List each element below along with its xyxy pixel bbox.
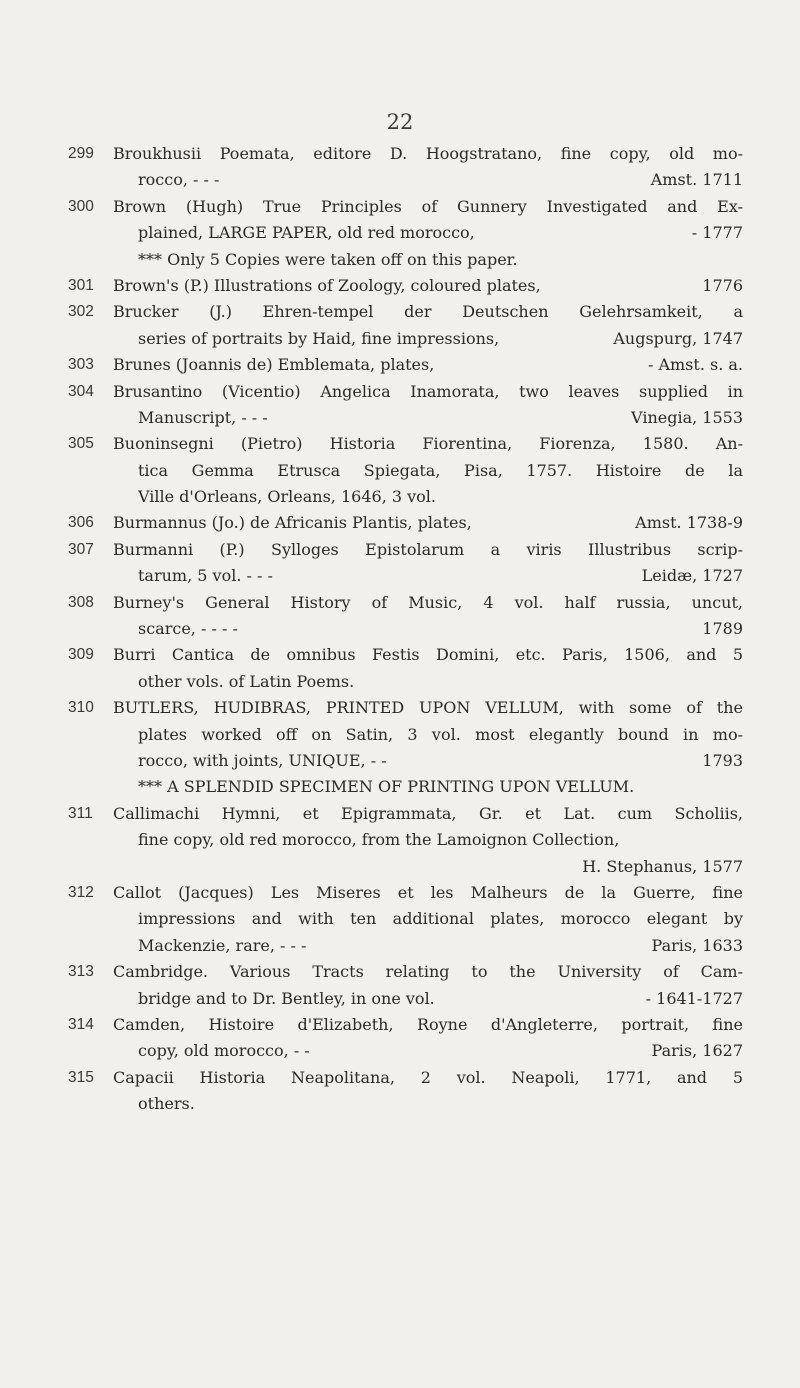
entry-number: 306: [68, 514, 94, 532]
entry-line: [138, 616, 743, 642]
entry-text: Capacii Historia Neapolitana, 2 vol. Neapoli, 1771, and 5: [113, 1067, 743, 1087]
entry-text: impressions and with ten additional plates, morocco elegant by: [138, 909, 743, 929]
entry-imprint: Amst. 1711: [650, 170, 743, 190]
entry-number: 304: [68, 382, 94, 400]
entry-text: Burmanni (P.) Sylloges Epistolarum a viris Illustribus scrip-: [113, 539, 743, 559]
entry-line: [113, 590, 743, 616]
entry-text: Camden, Histoire d'Elizabeth, Royne d'Angleterre, portrait, fine: [113, 1014, 743, 1034]
entry-imprint: 1776: [702, 275, 743, 295]
entry-line: [138, 563, 743, 589]
entry-line: [138, 933, 743, 959]
entry-text: Brunes (Joannis de) Emblemata, plates,: [113, 355, 435, 375]
entry-line: [113, 510, 743, 536]
entry-text: tarum, 5 vol. - - -: [138, 566, 273, 586]
entry-number: 301: [68, 276, 94, 294]
entry-line: [113, 695, 743, 721]
entry-text: *** Only 5 Copies were taken off on this paper.: [138, 249, 518, 269]
entry-note: [138, 247, 743, 273]
entry-line: [138, 722, 743, 748]
entry-line: [138, 484, 743, 510]
entry-text: plained, LARGE PAPER, old red morocco,: [138, 223, 475, 243]
entry-line: [138, 854, 743, 880]
entry-line: [113, 1065, 743, 1091]
entry-line: [113, 1012, 743, 1038]
entry-text: rocco, with joints, UNIQUE, - -: [138, 750, 387, 770]
entry-text: other vols. of Latin Poems.: [138, 671, 355, 691]
entry-imprint: Leidæ, 1727: [641, 566, 743, 586]
catalogue-entry: [0, 1065, 800, 1118]
entry-text: bridge and to Dr. Bentley, in one vol.: [138, 988, 435, 1008]
entry-text: Ville d'Orleans, Orleans, 1646, 3 vol.: [138, 487, 437, 507]
catalogue-entry: [0, 379, 800, 432]
entry-line: [138, 326, 743, 352]
entry-text: rocco, - - -: [138, 170, 220, 190]
catalogue-entry: [0, 273, 800, 299]
catalogue-entry: [0, 695, 800, 801]
catalogue-entry: [0, 590, 800, 643]
catalogue-entry: [0, 194, 800, 273]
entry-line: [138, 167, 743, 193]
entry-line: [138, 827, 743, 853]
catalogue-entry: [0, 352, 800, 378]
entry-text: copy, old morocco, - -: [138, 1041, 310, 1061]
entry-text: Buoninsegni (Pietro) Historia Fiorentina, Fiorenza, 1580. An-: [113, 434, 743, 454]
entry-number: 309: [68, 646, 94, 664]
entry-text: Brown's (P.) Illustrations of Zoology, coloured plates,: [113, 275, 541, 295]
catalogue-entry: [0, 141, 800, 194]
entry-imprint: Amst. 1738-9: [635, 513, 743, 533]
entry-line: [138, 405, 743, 431]
entry-text: *** A SPLENDID SPECIMEN OF PRINTING UPON VELLUM.: [138, 777, 635, 797]
catalogue-entry: [0, 299, 800, 352]
entry-imprint: H. Stephanus, 1577: [582, 856, 743, 876]
entry-text: Broukhusii Poemata, editore D. Hoogstratano, fine copy, old mo-: [113, 144, 743, 163]
entry-text: fine copy, old red morocco, from the Lamoignon Collection,: [138, 830, 620, 850]
entry-line: [113, 537, 743, 563]
catalogue-list: [0, 141, 800, 1117]
entry-imprint: - Amst. s. a.: [647, 355, 743, 375]
entry-line: [113, 801, 743, 827]
entry-number: 308: [68, 593, 94, 611]
entry-line: [138, 906, 743, 932]
catalogue-entry: [0, 642, 800, 695]
entry-line: [113, 642, 743, 668]
page-number: 22: [386, 110, 414, 134]
entry-note: [138, 774, 743, 800]
entry-line: [113, 880, 743, 906]
entry-line: [113, 959, 743, 985]
entry-number: 314: [68, 1015, 94, 1033]
entry-number: 307: [68, 540, 94, 558]
entry-imprint: Vinegia, 1553: [631, 407, 743, 427]
entry-text: Callot (Jacques) Les Miseres et les Malheurs de la Guerre, fine: [113, 882, 743, 902]
entry-text: scarce, - - - -: [138, 619, 238, 639]
catalogue-entry: [0, 801, 800, 880]
entry-line: [138, 748, 743, 774]
catalogue-entry: [0, 537, 800, 590]
entry-line: [113, 431, 743, 457]
entry-text: series of portraits by Haid, fine impressions,: [138, 328, 500, 348]
entry-line: [113, 273, 743, 299]
entry-line: [138, 986, 743, 1012]
entry-number: 299: [68, 145, 94, 162]
entry-line: [113, 141, 743, 167]
entry-imprint: Paris, 1627: [651, 1041, 743, 1061]
entry-number: 315: [68, 1068, 94, 1086]
entry-imprint: Augspurg, 1747: [613, 328, 743, 348]
entry-line: [138, 1038, 743, 1064]
entry-text: Burri Cantica de omnibus Festis Domini, etc. Paris, 1506, and 5: [113, 645, 743, 665]
entry-line: [113, 194, 743, 220]
catalogue-entry: [0, 510, 800, 536]
catalogue-entry: [0, 880, 800, 959]
entry-line: [138, 1091, 743, 1117]
catalogue-entry: [0, 431, 800, 510]
entry-number: 302: [68, 303, 94, 321]
entry-number: 303: [68, 356, 94, 374]
entry-number: 313: [68, 963, 94, 981]
entry-line: [138, 669, 743, 695]
entry-text: BUTLERS, HUDIBRAS, PRINTED UPON VELLUM, with some of the: [113, 698, 743, 718]
catalogue-entry: [0, 959, 800, 1012]
entry-line: [138, 458, 743, 484]
entry-text: Brown (Hugh) True Principles of Gunnery Investigated and Ex-: [113, 196, 743, 216]
entry-text: Manuscript, - - -: [138, 407, 268, 427]
entry-text: Mackenzie, rare, - - -: [138, 935, 307, 955]
entry-text: others.: [138, 1094, 195, 1114]
entry-number: 312: [68, 883, 94, 901]
entry-imprint: 1793: [702, 750, 743, 770]
entry-text: Burmannus (Jo.) de Africanis Plantis, plates,: [113, 513, 472, 533]
entry-text: plates worked off on Satin, 3 vol. most elegantly bound in mo-: [138, 724, 743, 744]
entry-imprint: Paris, 1633: [651, 935, 743, 955]
entry-number: 305: [68, 435, 94, 453]
catalogue-entry: [0, 1012, 800, 1065]
entry-text: tica Gemma Etrusca Spiegata, Pisa, 1757. Histoire de la: [138, 460, 743, 480]
entry-number: 300: [68, 197, 94, 215]
entry-line: [113, 299, 743, 325]
entry-number: 310: [68, 699, 94, 717]
entry-line: [113, 352, 743, 378]
entry-text: Callimachi Hymni, et Epigrammata, Gr. et Lat. cum Scholiis,: [113, 803, 743, 823]
entry-line: [138, 220, 743, 246]
entry-line: [113, 379, 743, 405]
entry-text: Cambridge. Various Tracts relating to the University of Cam-: [113, 962, 743, 982]
entry-text: Burney's General History of Music, 4 vol. half russia, uncut,: [113, 592, 743, 612]
entry-imprint: - 1641-1727: [645, 988, 743, 1008]
entry-text: Brusantino (Vicentio) Angelica Inamorata, two leaves supplied in: [113, 381, 743, 401]
entry-imprint: - 1777: [691, 223, 743, 243]
entry-number: 311: [68, 804, 93, 822]
entry-text: Brucker (J.) Ehren-tempel der Deutschen Gelehrsamkeit, a: [113, 302, 743, 322]
entry-imprint: 1789: [702, 619, 743, 639]
